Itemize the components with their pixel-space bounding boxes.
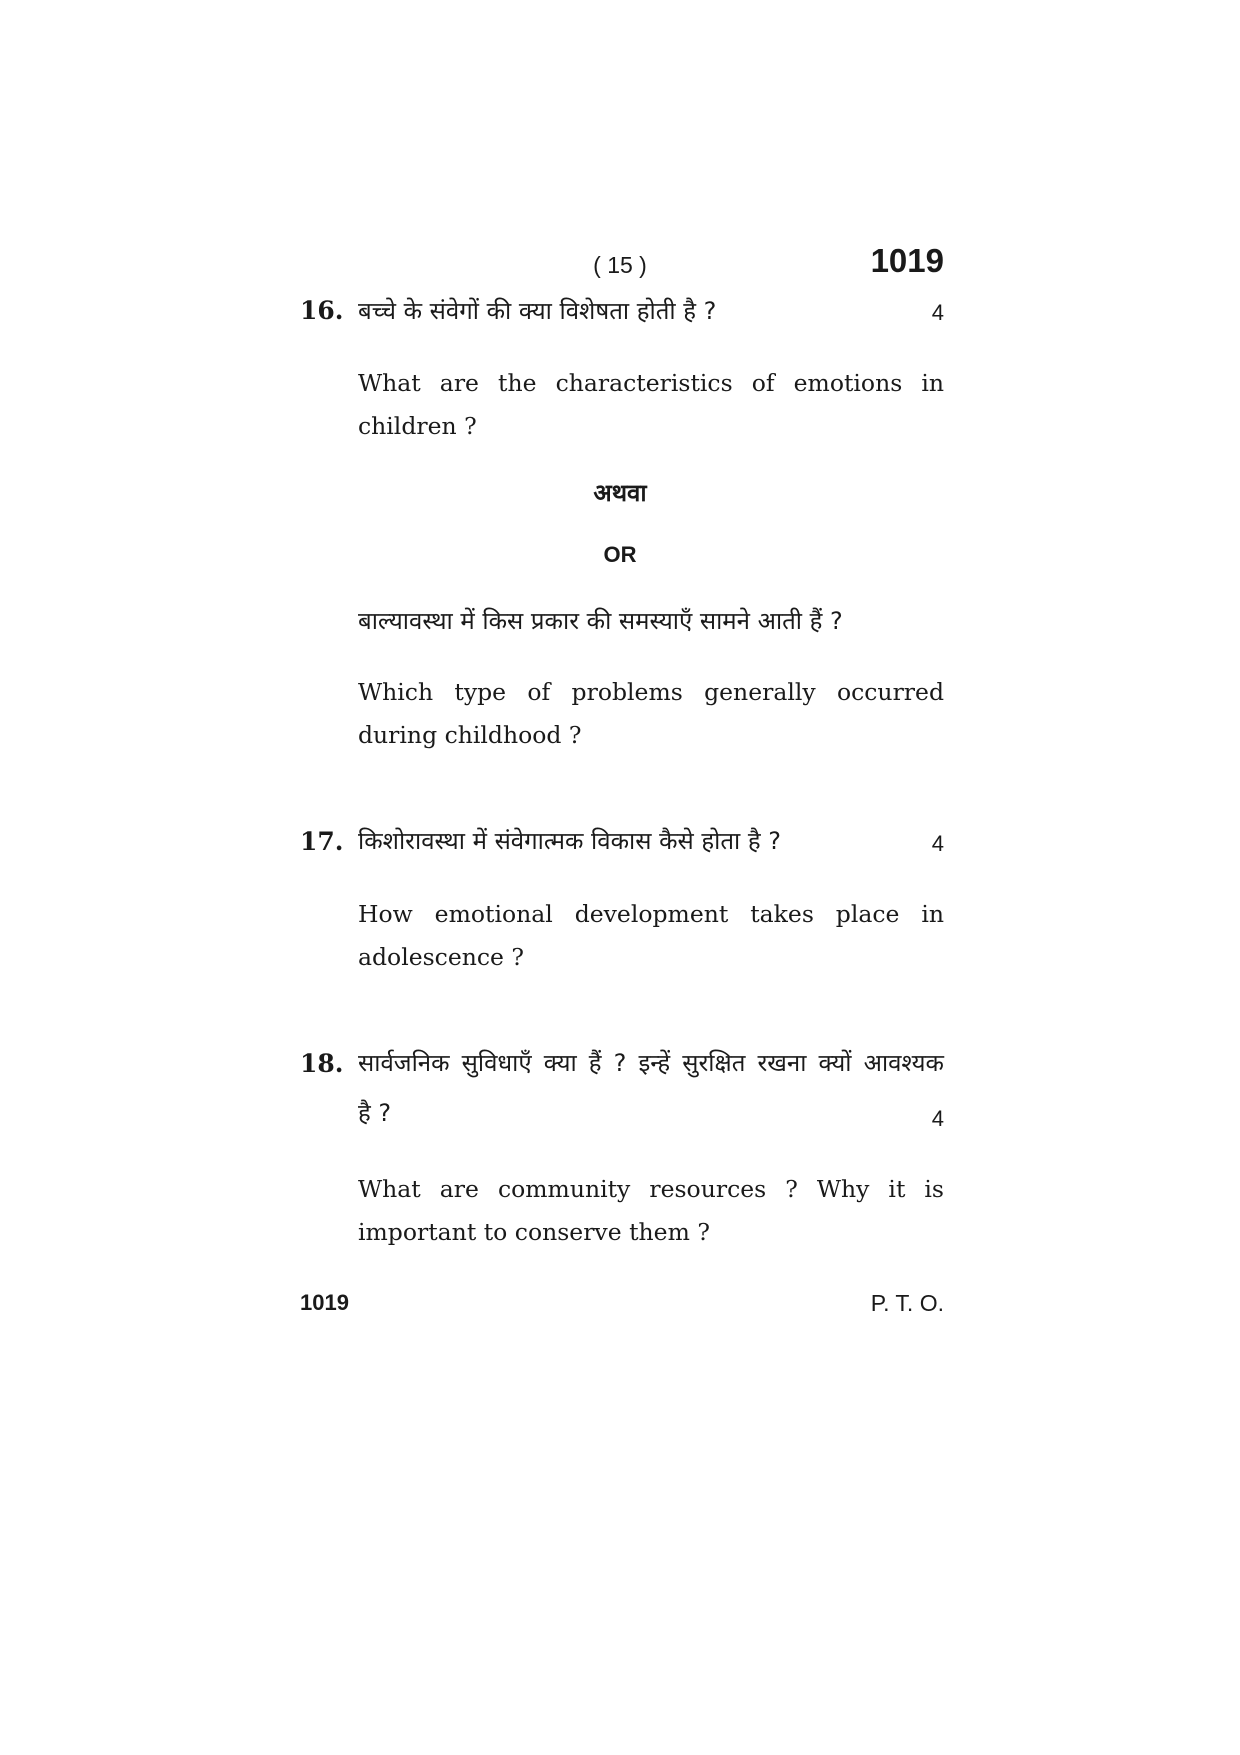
page-number: ( 15 )	[593, 252, 647, 278]
question-18-hindi-line2: है ?	[358, 1099, 392, 1127]
question-17-english: How emotional development takes place in adolescence ?	[358, 900, 944, 971]
question-16-english: What are the characteristics of emotions in children ?	[358, 369, 944, 440]
question-18-marks: 4	[931, 1106, 944, 1131]
question-16-alt-english: Which type of problems generally occurred during childhood ?	[358, 678, 944, 749]
question-17-marks: 4	[931, 831, 944, 856]
question-16-alt-hindi: बाल्यावस्था में किस प्रकार की समस्याएँ सामने आती हैं ?	[358, 607, 843, 635]
please-turn-over: P. T. O.	[870, 1290, 944, 1316]
question-18-hindi-line1: सार्वजनिक सुविधाएँ क्या हैं ? इन्हें सुरक्षित रखना क्यों आवश्यक	[358, 1049, 944, 1077]
question-16-marks: 4	[931, 300, 944, 325]
paper-code-footer: 1019	[300, 1290, 349, 1315]
question-18-english: What are community resources ? Why it is important to conserve them ?	[358, 1175, 944, 1246]
question-18-number: 18.	[300, 1049, 344, 1078]
question-17-hindi: किशोरावस्था में संवेगात्मक विकास कैसे होता है ?	[358, 827, 781, 855]
or-hindi: अथवा	[593, 479, 647, 507]
question-17-number: 17.	[300, 827, 344, 856]
question-16-number: 16.	[300, 296, 344, 325]
or-english: OR	[603, 542, 637, 567]
question-16-hindi: बच्चे के संवेगों की क्या विशेषता होती है ?	[358, 297, 717, 325]
paper-code-header: 1019	[870, 242, 944, 279]
